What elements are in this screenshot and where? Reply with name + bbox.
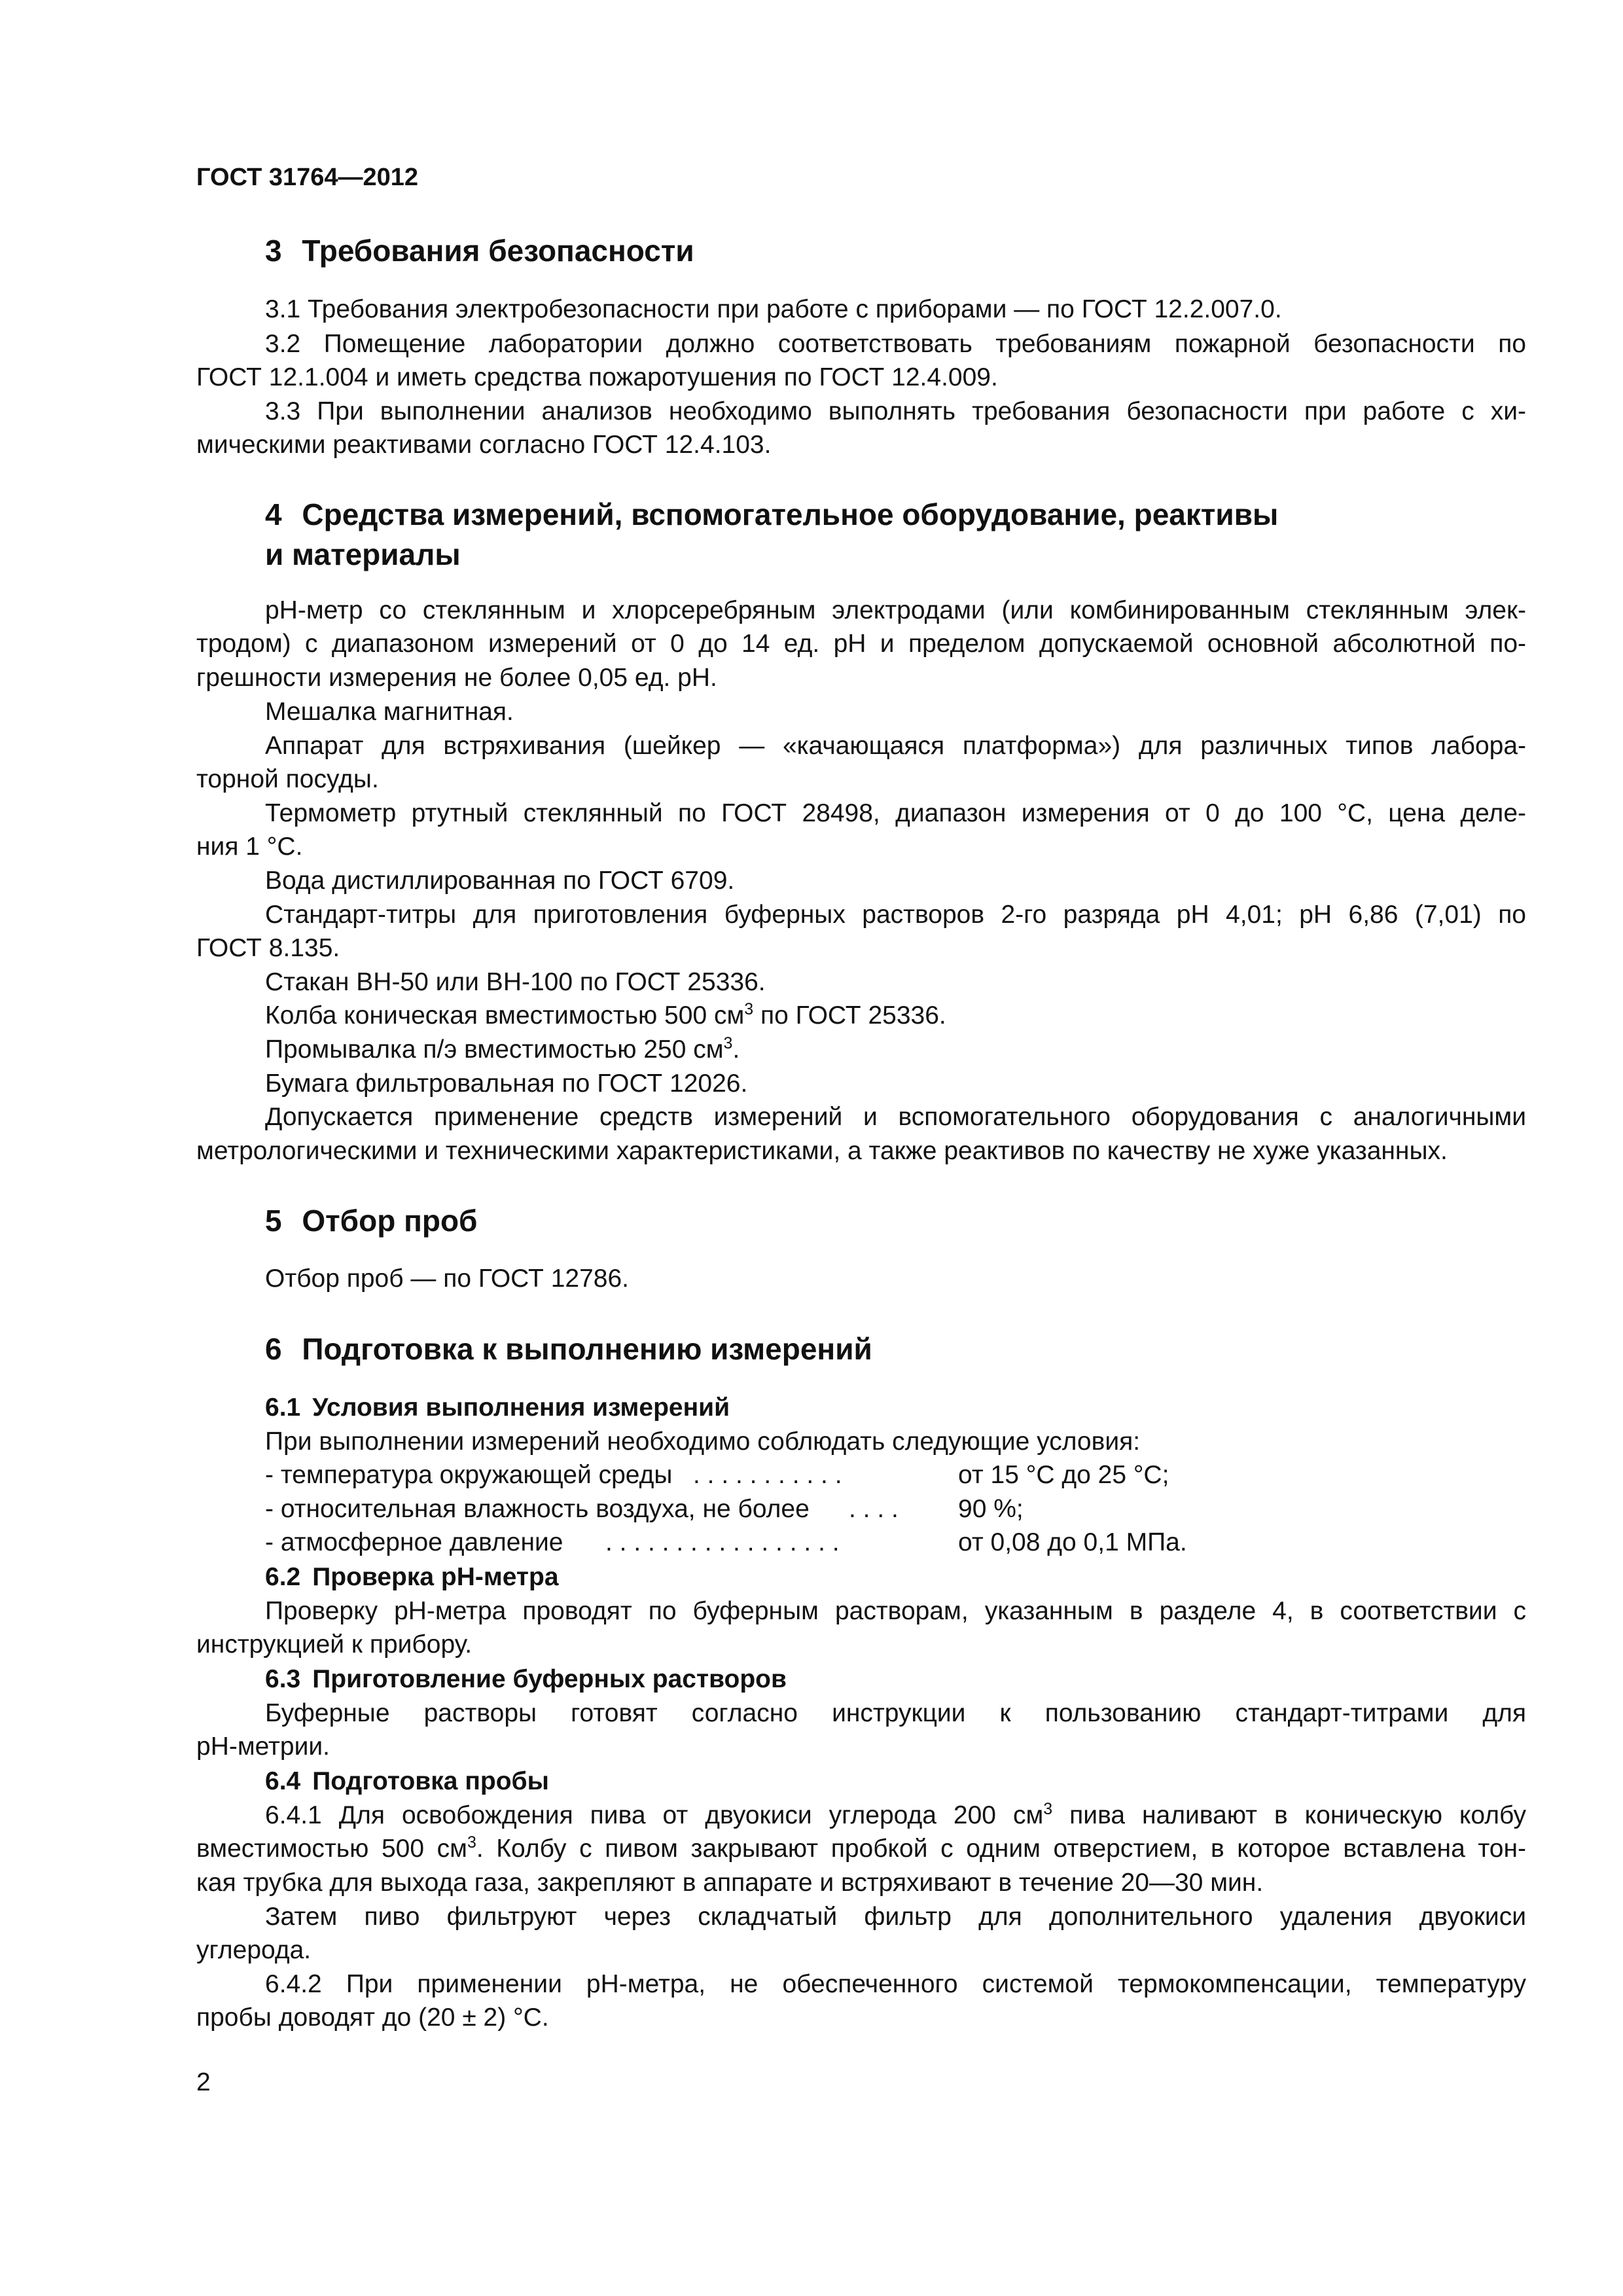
section-5-heading <box>265 1200 1508 1241</box>
paragraph-3-3-line1: 3.3 При выполнении анализов необходимо выполнять требования безопасности при работе с хи- <box>265 397 1526 425</box>
superscript: 3 <box>467 1833 476 1852</box>
condition-dots: . . . . . . . . . . . <box>693 1461 842 1489</box>
paragraph-3-1: 3.1 Требования электробезопасности при работе с приборами — по ГОСТ 12.2.007.0. <box>265 295 1282 323</box>
condition-dots: . . . . <box>849 1495 899 1523</box>
wash-bottle-text-end: . <box>732 1035 740 1064</box>
condition-dots: . . . . . . . . . . . . . . . . . <box>605 1528 840 1556</box>
page-number: 2 <box>196 2068 211 2096</box>
section-4-heading <box>265 494 1508 535</box>
allowance-line1: Допускается применение средств измерений и вспомогательного оборудования с аналогичными <box>265 1103 1526 1131</box>
section-number: 4 <box>265 497 282 531</box>
condition-value: от 15 °С до 25 °С; <box>958 1461 1169 1489</box>
water-line: Вода дистиллированная по ГОСТ 6709. <box>265 867 735 895</box>
subsection-6-1-heading <box>265 1391 1443 1425</box>
text: вместимостью 500 см <box>196 1835 467 1863</box>
section-number: 6 <box>265 1332 282 1366</box>
text: 6.4.1 Для освобождения пива от двуокиси углерода 200 см <box>265 1801 1044 1829</box>
paragraph-6-4-1-line3: кая трубка для выхода газа, закрепляют в аппарате и встряхивают в течение 20—30 мин. <box>196 1869 1264 1897</box>
stirrer-line: Мешалка магнитная. <box>265 698 514 726</box>
subsection-title: Приготовление буферных растворов <box>312 1665 787 1693</box>
filter-paper-line: Бумага фильтровальная по ГОСТ 12026. <box>265 1069 748 1098</box>
subsection-title: Проверка рН-метра <box>312 1563 559 1591</box>
ph-meter-line3: грешности измерения не более 0,05 ед. рН. <box>196 664 717 692</box>
beaker-line: Стакан ВН-50 или ВН-100 по ГОСТ 25336. <box>265 968 766 996</box>
section-number: 5 <box>265 1204 282 1238</box>
section-title: Требования безопасности <box>302 234 694 268</box>
text: пива наливают в коническую колбу <box>1052 1801 1527 1829</box>
shaker-line1: Аппарат для встряхивания (шейкер — «качающаяся платформа») для различных типов лабора- <box>265 732 1526 760</box>
ph-check-line1: Проверку рН-метра проводят по буферным растворам, указанным в разделе 4, в соответствии с <box>265 1597 1526 1625</box>
thermometer-line1: Термометр ртутный стеклянный по ГОСТ 28498, диапазон измерения от 0 до 100 °С, цена деле- <box>265 799 1526 827</box>
paragraph-6-4-2-line2: пробы доводят до (20 ± 2) °С. <box>196 2003 549 2032</box>
buffer-line1: Буферные растворы готовят согласно инструкции к пользованию стандарт-титрами для <box>265 1699 1526 1727</box>
superscript: 3 <box>723 1034 733 1052</box>
paragraph-6-4-2-line1: 6.4.2 При применении рН-метра, не обеспеченного системой термокомпенсации, температуру <box>265 1970 1526 1998</box>
buffer-line2: рН-метрии. <box>196 1732 330 1761</box>
ph-meter-line1: рН-метр со стеклянным и хлорсеребряным электродами (или комбинированным стеклянным элек- <box>265 596 1526 624</box>
flask-text: Колба коническая вместимостью 500 см <box>265 1001 745 1030</box>
wash-bottle-line <box>196 1033 1526 1067</box>
paragraph-3-3-line2: мическими реактивами согласно ГОСТ 12.4.103. <box>196 431 772 459</box>
section-6-heading <box>265 1329 1508 1369</box>
section-title: Подготовка к выполнению измерений <box>302 1332 872 1366</box>
section-title: Отбор проб <box>302 1204 478 1238</box>
text: . Колбу с пивом закрывают пробкой с одним отверстием, в которое вставлена тон- <box>476 1835 1526 1863</box>
ph-meter-line2: тродом) с диапазоном измерений от 0 до 14 ед. рН и пределом допускаемой основной абсолютной по- <box>196 630 1526 658</box>
subsection-title: Условия выполнения измерений <box>312 1393 730 1422</box>
flask-line <box>196 999 1526 1033</box>
shaker-line2: торной посуды. <box>196 765 379 793</box>
subsection-title: Подготовка пробы <box>312 1767 549 1795</box>
section-4-heading-line2: и материалы <box>265 537 461 571</box>
paragraph-6-4-1-line2 <box>196 1832 1526 1866</box>
section-3-heading <box>265 230 1508 271</box>
subsection-number: 6.2 <box>265 1563 301 1591</box>
subsection-6-4-heading <box>265 1765 1443 1799</box>
thermometer-line2: ния 1 °С. <box>196 833 303 861</box>
section-number: 3 <box>265 234 282 268</box>
subsection-number: 6.1 <box>265 1393 301 1422</box>
condition-value: от 0,08 до 0,1 МПа. <box>958 1528 1187 1556</box>
allowance-line2: метрологическими и техническими характеристиками, а также реактивов по качеству не хуже указанных. <box>196 1137 1448 1165</box>
condition-label: - относительная влажность воздуха, не более <box>265 1495 810 1523</box>
subsection-6-2-heading <box>265 1560 1443 1594</box>
subsection-6-3-heading <box>265 1662 1443 1696</box>
ph-check-line2: инструкцией к прибору. <box>196 1630 473 1659</box>
superscript: 3 <box>744 1000 754 1018</box>
superscript: 3 <box>1043 1800 1053 1818</box>
sampling-text: Отбор проб — по ГОСТ 12786. <box>265 1265 629 1293</box>
standard-titres-line1: Стандарт-титры для приготовления буферных растворов 2-го разряда рН 4,01; рН 6,86 (7,01) по <box>265 901 1526 929</box>
condition-label: - температура окружающей среды <box>265 1461 673 1489</box>
paragraph-3-2-line2: ГОСТ 12.1.004 и иметь средства пожаротушения по ГОСТ 12.4.009. <box>196 363 998 391</box>
conditions-intro: При выполнении измерений необходимо соблюдать следующие условия: <box>265 1427 1141 1456</box>
document-code-header: ГОСТ 31764—2012 <box>196 164 419 191</box>
condition-label: - атмосферное давление <box>265 1528 563 1556</box>
subsection-number: 6.4 <box>265 1767 301 1795</box>
filtering-line1: Затем пиво фильтруют через складчатый фильтр для дополнительного удаления двуокиси <box>265 1903 1526 1931</box>
condition-value: 90 %; <box>958 1495 1024 1523</box>
filtering-line2: углерода. <box>196 1936 312 1964</box>
standard-titres-line2: ГОСТ 8.135. <box>196 934 340 962</box>
section-title-line1: Средства измерений, вспомогательное оборудование, реактивы <box>302 497 1279 531</box>
paragraph-6-4-1-line1 <box>196 1799 1526 1833</box>
paragraph-3-2-line1: 3.2 Помещение лаборатории должно соответствовать требованиям пожарной безопасности по <box>265 330 1526 358</box>
subsection-number: 6.3 <box>265 1665 301 1693</box>
wash-bottle-text: Промывалка п/э вместимостью 250 см <box>265 1035 724 1064</box>
flask-text-end: по ГОСТ 25336. <box>753 1001 946 1030</box>
